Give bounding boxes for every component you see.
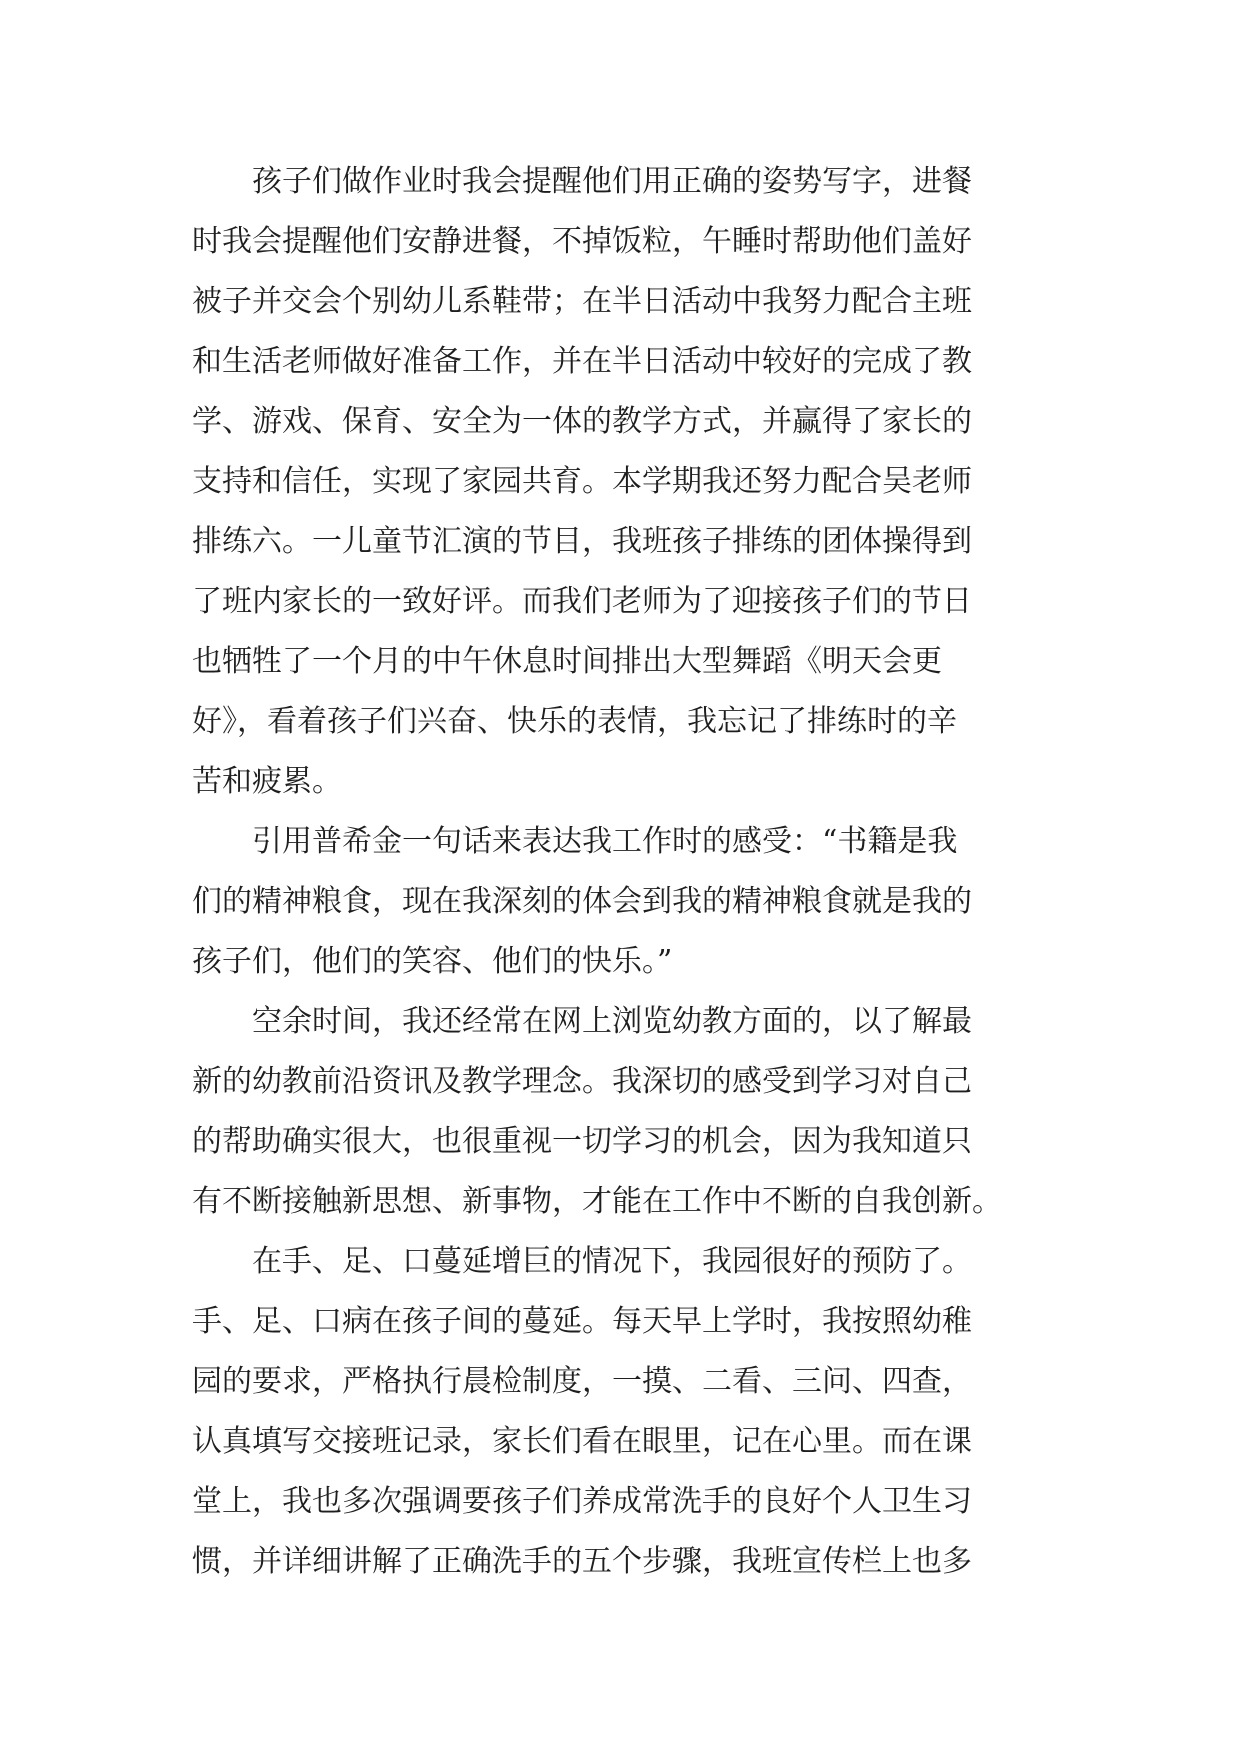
document-body xyxy=(192,152,1052,1592)
text-line: 和生活老师做好准备工作，并在半日活动中较好的完成了教 xyxy=(192,344,972,379)
text-line: 被子并交会个别幼儿系鞋带；在半日活动中我努力配合主班 xyxy=(192,284,972,319)
text-line: 新的幼教前沿资讯及教学理念。我深切的感受到学习对自己 xyxy=(192,1064,972,1099)
text-line: 的帮助确实很大，也很重视一切学习的机会，因为我知道只 xyxy=(192,1124,972,1159)
text-line: 引用普希金一句话来表达我工作时的感受：“书籍是我 xyxy=(252,824,958,859)
text-line: 们的精神粮食，现在我深刻的体会到我的精神粮食就是我的 xyxy=(192,884,972,919)
text-line: 孩子们，他们的笑容、他们的快乐。” xyxy=(192,944,673,979)
text-line: 有不断接触新思想、新事物，才能在工作中不断的自我创新。 xyxy=(192,1184,1002,1219)
text-line: 了班内家长的一致好评。而我们老师为了迎接孩子们的节日 xyxy=(192,584,972,619)
text-line: 支持和信任，实现了家园共育。本学期我还努力配合吴老师 xyxy=(192,464,972,499)
paragraph-3 xyxy=(192,992,1052,1232)
text-line: 惯，并详细讲解了正确洗手的五个步骤，我班宣传栏上也多 xyxy=(192,1544,972,1579)
text-line: 学、游戏、保育、安全为一体的教学方式，并赢得了家长的 xyxy=(192,404,972,439)
text-line: 排练六。一儿童节汇演的节目，我班孩子排练的团体操得到 xyxy=(192,524,972,559)
text-line: 空余时间，我还经常在网上浏览幼教方面的，以了解最 xyxy=(252,1004,972,1039)
paragraph-1 xyxy=(192,152,1052,812)
text-line: 园的要求，严格执行晨检制度，一摸、二看、三问、四查， xyxy=(192,1364,972,1399)
text-line: 孩子们做作业时我会提醒他们用正确的姿势写字，进餐 xyxy=(252,164,972,199)
text-line: 也牺牲了一个月的中午休息时间排出大型舞蹈《明天会更 xyxy=(192,644,942,679)
paragraph-4 xyxy=(192,1232,1052,1592)
text-line: 堂上，我也多次强调要孩子们养成常洗手的良好个人卫生习 xyxy=(192,1484,972,1519)
text-line: 在手、足、口蔓延增巨的情况下，我园很好的预防了。 xyxy=(252,1244,972,1279)
text-line: 认真填写交接班记录，家长们看在眼里，记在心里。而在课 xyxy=(192,1424,972,1459)
text-line: 手、足、口病在孩子间的蔓延。每天早上学时，我按照幼稚 xyxy=(192,1304,972,1339)
text-line: 好》，看着孩子们兴奋、快乐的表情，我忘记了排练时的辛 xyxy=(192,704,957,739)
text-line: 苦和疲累。 xyxy=(192,764,342,799)
paragraph-2 xyxy=(192,812,1052,992)
text-line: 时我会提醒他们安静进餐，不掉饭粒，午睡时帮助他们盖好 xyxy=(192,224,972,259)
